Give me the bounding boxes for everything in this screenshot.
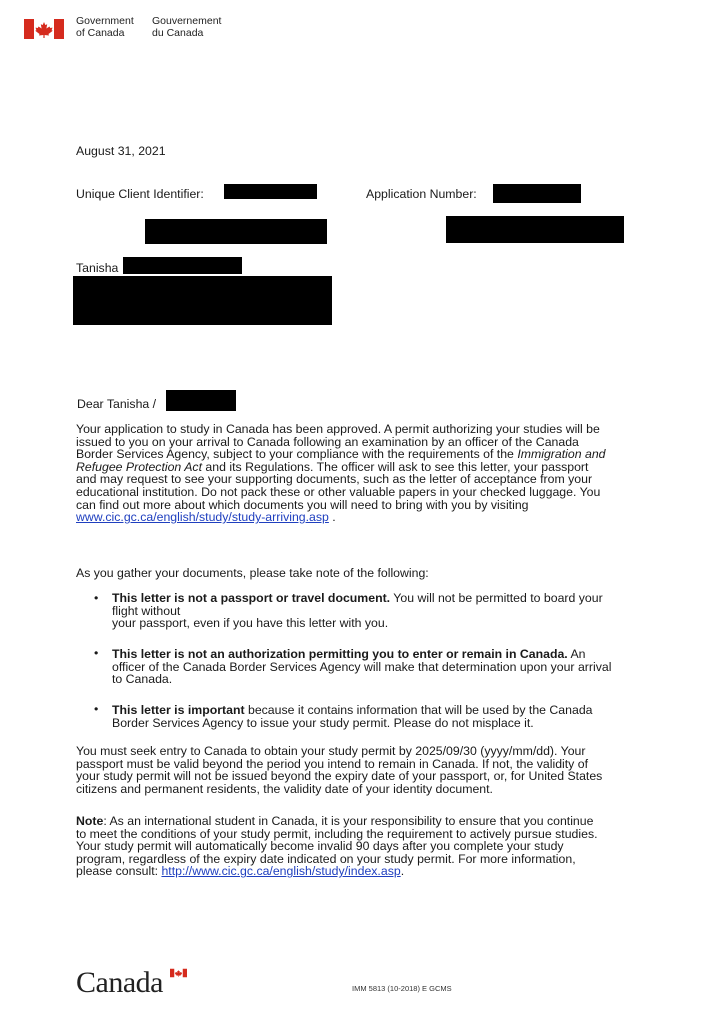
study-index-link[interactable]: http://www.cic.gc.ca/english/study/index.asp: [161, 864, 401, 879]
para1-link-line: [76, 511, 606, 524]
bullet-item-important: [112, 704, 593, 729]
bullet2-text: An: [567, 647, 586, 661]
note-line: Your study permit will automatically become invalid 90 days after you complete your study: [76, 839, 564, 854]
greeting: [77, 398, 156, 411]
bullet3-line2: Border Services Agency to issue your study permit. Please do not misplace it.: [112, 715, 534, 730]
approval-paragraph: [76, 423, 606, 524]
uci-value-redaction: [145, 219, 327, 244]
greeting-word: Dear: [77, 397, 104, 411]
para3-line: your study permit will not be issued beyond the expiry date of your passport, or, for United States: [76, 769, 603, 784]
form-code: IMM 5813 (10-2018) E GCMS: [352, 984, 452, 993]
bullet1-text: You will not be permitted to board your: [390, 591, 603, 605]
gov-fr-line2: du Canada: [152, 26, 204, 39]
note-line: to meet the conditions of your study permit, including the requirement to actively pursue studies.: [76, 826, 598, 841]
para3-line: citizens and permanent residents, the validity date of your identity document.: [76, 781, 493, 796]
para1-line4-text: and its Regulations. The officer will ask to see this letter, your passport: [202, 459, 589, 474]
recipient-surname-redaction: [123, 257, 242, 274]
bullet-glyph: •: [94, 591, 99, 605]
recipient-address-redaction: [73, 276, 332, 325]
gov-en-line1: Government: [76, 15, 134, 27]
bullet-item-passport: [112, 592, 603, 630]
application-number-label: Application Number:: [366, 187, 477, 201]
canada-flag-icon: [24, 19, 64, 39]
wordmark-flag-icon: [170, 968, 187, 978]
bullet1-line3: your passport, even if you have this letter with you.: [112, 616, 389, 631]
documents-intro: As you gather your documents, please take note of the following:: [76, 566, 429, 580]
para3-line1-end: (yyyy/mm/dd). Your: [476, 744, 586, 758]
bullet1-line2: flight without: [112, 603, 181, 618]
para1-line: issued to you on your arrival to Canada following an examination by an officer of the Canada: [76, 434, 579, 449]
canada-wordmark: Canada: [76, 966, 163, 999]
para1-line3-text: Border Services Agency, subject to your compliance with the requirements of the: [76, 447, 518, 462]
study-permit-deadline: 2025/09/30: [415, 744, 477, 758]
government-of-canada-en: [76, 16, 134, 39]
bullet2-bold: This letter is not an authorization permitting you to enter or remain in Canada.: [112, 647, 568, 661]
entry-deadline-paragraph: [76, 745, 602, 795]
note-line1: : As an international student in Canada, it is your responsibility to ensure that you continue: [103, 814, 594, 828]
link1-suffix: .: [328, 510, 336, 525]
study-arriving-link[interactable]: www.cic.gc.ca/english/study/study-arriving.asp: [76, 510, 329, 525]
act-name-part2: Refugee Protection Act: [76, 459, 203, 474]
bullet3-text: because it contains information that will be used by the Canada: [244, 703, 593, 717]
note-label: Note: [76, 814, 104, 828]
bullet-glyph: •: [94, 646, 99, 660]
act-name-part1: Immigration and: [517, 447, 606, 462]
bullet-item-authorization: [112, 648, 611, 686]
uci-redaction: [224, 184, 317, 199]
link2-suffix: .: [400, 864, 405, 879]
bullet3-bold: This letter is important: [112, 703, 245, 717]
bullet2-line2: officer of the Canada Border Services Agency will make that determination upon your arrival: [112, 659, 612, 674]
bullet1-bold: This letter is not a passport or travel document.: [112, 591, 391, 605]
application-value-redaction: [446, 216, 624, 243]
letter-date: August 31, 2021: [76, 144, 166, 158]
greeting-surname-redaction: [166, 390, 236, 411]
note-line: program, regardless of the expiry date indicated on your study permit. For more information,: [76, 851, 576, 866]
note-paragraph: [76, 815, 598, 878]
gouvernement-du-canada-fr: [152, 16, 221, 39]
recipient-first-name: Tanisha: [76, 261, 119, 275]
para1-line: and may request to see your supporting documents, such as the letter of acceptance from your: [76, 472, 593, 487]
bullet2-line3: to Canada.: [112, 672, 173, 687]
note-last-prefix: please consult:: [76, 864, 162, 879]
greeting-name: Tanisha /: [106, 397, 157, 411]
bullet-glyph: •: [94, 702, 99, 716]
para3-line: passport must be valid beyond the period you intend to remain in Canada. If not, the validity of: [76, 756, 588, 771]
para1-line: Your application to study in Canada has been approved. A permit authorizing your studies will be: [76, 422, 600, 436]
para1-line: can find out more about which documents you will need to bring with you by visiting: [76, 497, 529, 512]
gov-fr-line1: Gouvernement: [152, 15, 222, 27]
gov-en-line2: of Canada: [76, 26, 125, 39]
para1-line: educational institution. Do not pack these or other valuable papers in your checked luggage. You: [76, 484, 601, 499]
application-number-redaction: [493, 184, 581, 203]
para3-line1-start: You must seek entry to Canada to obtain your study permit by: [76, 744, 416, 758]
uci-label: Unique Client Identifier:: [76, 187, 204, 201]
